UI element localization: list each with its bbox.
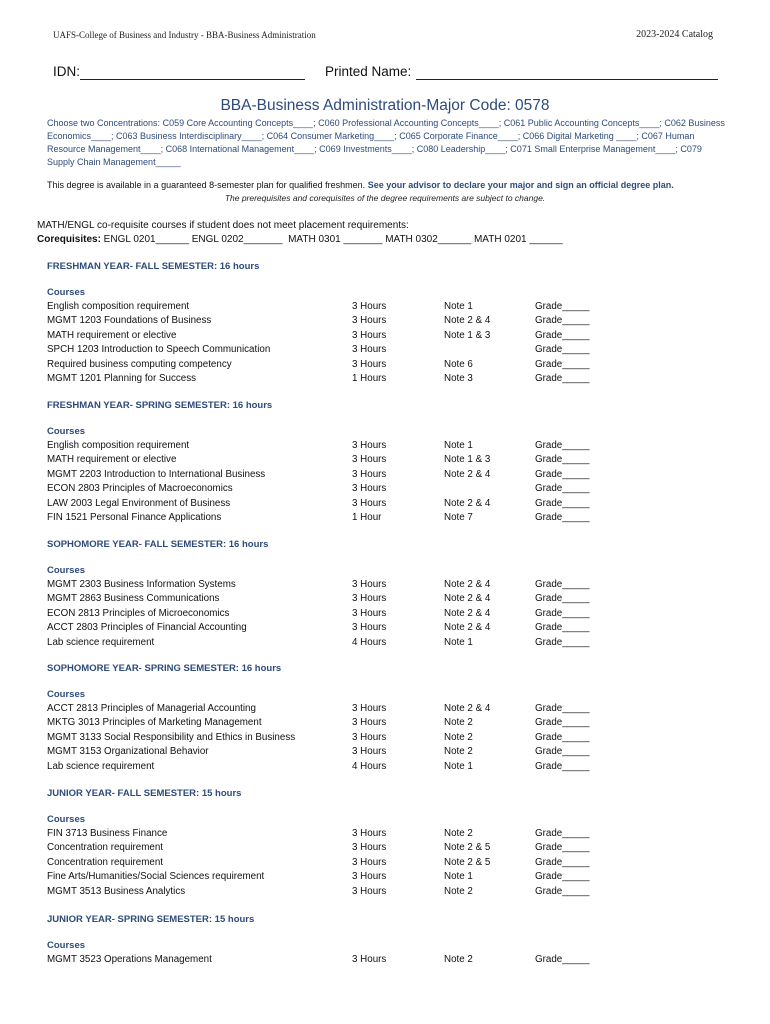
course-hours: 4 Hours <box>352 636 387 648</box>
course-hours: 3 Hours <box>352 454 387 466</box>
course-name: ACCT 2803 Principles of Financial Accounting <box>47 622 247 634</box>
course-name: English composition requirement <box>47 440 190 451</box>
course-note: Note 1 <box>444 760 473 772</box>
course-name: MGMT 1203 Foundations of Business <box>47 315 212 327</box>
course-grade[interactable]: Grade_____ <box>535 636 590 648</box>
course-grade[interactable]: Grade_____ <box>535 703 590 714</box>
header-catalog-year: 2023-2024 Catalog <box>636 29 713 40</box>
semester-title: JUNIOR YEAR- SPRING SEMESTER: 15 hours <box>47 914 255 925</box>
course-note: Note 2 <box>444 746 473 758</box>
course-row <box>47 512 727 526</box>
course-hours: 3 Hours <box>352 856 387 868</box>
course-hours: 3 Hours <box>352 344 387 356</box>
course-grade[interactable]: Grade_____ <box>535 760 590 772</box>
course-hours: 3 Hours <box>352 301 387 312</box>
course-name: Concentration requirement <box>47 842 163 854</box>
course-note: Note 7 <box>444 512 473 523</box>
course-name: MATH requirement or elective <box>47 454 177 466</box>
course-hours: 3 Hours <box>352 622 387 634</box>
semester-title: JUNIOR YEAR- FALL SEMESTER: 15 hours <box>47 788 242 799</box>
courses-label: Courses <box>47 287 86 298</box>
course-grade[interactable]: Grade_____ <box>535 731 590 743</box>
concentrations-text: Choose two Concentrations: C059 Core Accounting Concepts____; C060 Professional Accounting Concepts____; C061 Public Accounting Concepts____; C062 Business Economics____; C063 Business Interdisciplinary____; C064 Consumer Marketing____; C065 Corporate Finance____; C066 Digital Marketing ____; C067 Human Resource Management____; C068 International Management____; C069 Investments____; C080 Leadership____; C071 Small Enterprise Management____; C079 Supply Chain Management_____ <box>47 118 725 167</box>
page-title: BBA-Business Administration-Major Code: 0578 <box>220 97 550 114</box>
course-hours: 3 Hours <box>352 579 387 590</box>
semester-title: SOPHOMORE YEAR- SPRING SEMESTER: 16 hours <box>47 663 282 674</box>
courses-label: Courses <box>47 426 86 437</box>
course-hours: 3 Hours <box>352 358 387 370</box>
printed-name-field[interactable] <box>416 79 718 80</box>
course-row <box>47 886 727 900</box>
course-note: Note 1 <box>444 440 473 451</box>
course-name: MATH requirement or elective <box>47 329 177 341</box>
courses-label: Courses <box>47 814 86 825</box>
course-note: Note 2 & 5 <box>444 842 491 854</box>
prereq-note: The prerequisites and corequisites of the degree requirements are subject to change. <box>224 193 546 203</box>
course-name: English composition requirement <box>47 301 190 312</box>
course-row <box>47 593 727 607</box>
course-name: FIN 1521 Personal Finance Applications <box>47 512 222 523</box>
course-note: Note 6 <box>444 358 473 370</box>
course-hours: 3 Hours <box>352 483 387 495</box>
course-row <box>47 732 727 746</box>
course-name: ECON 2813 Principles of Microeconomics <box>47 607 230 619</box>
course-name: Concentration requirement <box>47 856 163 868</box>
semester-title: SOPHOMORE YEAR- FALL SEMESTER: 16 hours <box>47 539 269 550</box>
course-note: Note 2 & 4 <box>444 622 491 634</box>
course-name: MGMT 3523 Operations Management <box>47 954 212 965</box>
course-name: SPCH 1203 Introduction to Speech Communication <box>47 344 271 356</box>
course-grade[interactable]: Grade_____ <box>535 885 590 897</box>
course-name: MGMT 2203 Introduction to International Business <box>47 468 266 480</box>
course-grade[interactable]: Grade_____ <box>535 607 590 619</box>
course-hours: 3 Hours <box>352 954 387 965</box>
course-row <box>47 608 727 622</box>
course-grade[interactable]: Grade_____ <box>535 622 590 634</box>
course-row <box>47 315 727 329</box>
course-note: Note 2 <box>444 954 473 965</box>
course-grade[interactable]: Grade_____ <box>535 828 590 839</box>
course-hours: 3 Hours <box>352 607 387 619</box>
course-note: Note 2 <box>444 828 473 839</box>
course-grade[interactable]: Grade_____ <box>535 373 590 384</box>
course-grade[interactable]: Grade_____ <box>535 871 590 883</box>
course-grade[interactable]: Grade_____ <box>535 358 590 370</box>
course-note: Note 1 <box>444 636 473 648</box>
course-hours: 3 Hours <box>352 828 387 839</box>
course-name: MGMT 3513 Business Analytics <box>47 885 186 897</box>
course-row <box>47 871 727 885</box>
id-row <box>53 64 721 84</box>
course-hours: 3 Hours <box>352 731 387 743</box>
course-row <box>47 454 727 468</box>
course-grade[interactable]: Grade_____ <box>535 440 590 451</box>
course-name: MGMT 2303 Business Information Systems <box>47 579 236 590</box>
course-grade[interactable]: Grade_____ <box>535 593 590 605</box>
course-note: Note 2 & 4 <box>444 703 491 714</box>
course-hours: 3 Hours <box>352 885 387 897</box>
course-note: Note 1 & 3 <box>444 454 491 466</box>
course-grade[interactable]: Grade_____ <box>535 468 590 480</box>
course-name: Lab science requirement <box>47 760 155 772</box>
course-row <box>47 954 727 968</box>
course-row <box>47 579 727 593</box>
course-name: MGMT 3133 Social Responsibility and Ethics in Business <box>47 731 296 743</box>
coreq-line <box>37 234 563 245</box>
course-row <box>47 637 727 651</box>
course-note: Note 1 <box>444 301 473 312</box>
course-row <box>47 483 727 497</box>
course-name: FIN 3713 Business Finance <box>47 828 168 839</box>
course-grade[interactable]: Grade_____ <box>535 512 590 523</box>
course-note: Note 2 <box>444 717 473 729</box>
course-note: Note 1 & 3 <box>444 329 491 341</box>
course-row <box>47 330 727 344</box>
course-note: Note 2 & 4 <box>444 315 491 327</box>
course-row <box>47 440 727 454</box>
course-row <box>47 857 727 871</box>
course-note: Note 2 & 4 <box>444 468 491 480</box>
course-name: ACCT 2813 Principles of Managerial Accounting <box>47 703 256 714</box>
course-name: MKTG 3013 Principles of Marketing Management <box>47 717 262 729</box>
course-name: Required business computing competency <box>47 358 232 370</box>
course-note: Note 2 & 5 <box>444 856 491 868</box>
course-hours: 3 Hours <box>352 497 387 509</box>
course-hours: 3 Hours <box>352 315 387 327</box>
course-grade[interactable]: Grade_____ <box>535 497 590 509</box>
course-note: Note 2 & 4 <box>444 579 491 590</box>
course-note: Note 2 & 4 <box>444 497 491 509</box>
course-hours: 1 Hours <box>352 373 387 384</box>
course-grade[interactable]: Grade_____ <box>535 746 590 758</box>
advisor-note: See your advisor to declare your major and sign an official degree plan. <box>367 180 674 190</box>
course-name: MGMT 1201 Planning for Success <box>47 373 197 384</box>
course-grade[interactable]: Grade_____ <box>535 856 590 868</box>
course-grade[interactable]: Grade_____ <box>535 329 590 341</box>
course-row <box>47 469 727 483</box>
course-row <box>47 828 727 842</box>
course-grade[interactable]: Grade_____ <box>535 842 590 854</box>
course-hours: 3 Hours <box>352 842 387 854</box>
course-hours: 1 Hour <box>352 512 382 523</box>
course-row <box>47 842 727 856</box>
course-hours: 3 Hours <box>352 440 387 451</box>
course-grade[interactable]: Grade_____ <box>535 954 590 965</box>
availability-text: This degree is available in a guaranteed 8-semester plan for qualified freshmen. <box>47 180 366 190</box>
courses-label: Courses <box>47 565 86 576</box>
course-grade[interactable]: Grade_____ <box>535 315 590 327</box>
coreq-label: Corequisites: <box>37 234 101 245</box>
course-name: MGMT 2863 Business Communications <box>47 593 220 605</box>
course-hours: 3 Hours <box>352 746 387 758</box>
courses-label: Courses <box>47 940 86 951</box>
semester-title: FRESHMAN YEAR- FALL SEMESTER: 16 hours <box>47 261 260 272</box>
course-name: MGMT 3153 Organizational Behavior <box>47 746 209 758</box>
course-row <box>47 703 727 717</box>
coreq-text: ENGL 0201______ ENGL 0202_______ MATH 0301 _______ MATH 0302______ MATH 0201 ______ <box>100 234 563 245</box>
course-grade[interactable]: Grade_____ <box>535 454 590 466</box>
course-name: Fine Arts/Humanities/Social Sciences requirement <box>47 871 265 883</box>
idn-label: IDN: <box>53 64 80 79</box>
availability-note <box>47 180 727 190</box>
course-hours: 3 Hours <box>352 871 387 883</box>
course-row <box>47 498 727 512</box>
course-hours: 3 Hours <box>352 703 387 714</box>
course-row <box>47 761 727 775</box>
course-row <box>47 746 727 760</box>
course-hours: 4 Hours <box>352 760 387 772</box>
course-note: Note 2 & 4 <box>444 593 491 605</box>
coreq-note: MATH/ENGL co-requisite courses if student does not meet placement requirements: <box>37 220 409 231</box>
idn-field[interactable] <box>80 79 305 80</box>
course-grade[interactable]: Grade_____ <box>535 344 590 356</box>
course-row <box>47 301 727 315</box>
course-grade[interactable]: Grade_____ <box>535 301 590 312</box>
course-grade[interactable]: Grade_____ <box>535 483 590 495</box>
course-note: Note 2 <box>444 885 473 897</box>
course-note: Note 3 <box>444 373 473 384</box>
course-note: Note 1 <box>444 871 473 883</box>
course-row <box>47 344 727 358</box>
courses-label: Courses <box>47 689 86 700</box>
course-grade[interactable]: Grade_____ <box>535 579 590 590</box>
printed-name-label: Printed Name: <box>325 64 412 79</box>
course-name: ECON 2803 Principles of Macroeconomics <box>47 483 233 495</box>
course-hours: 3 Hours <box>352 468 387 480</box>
course-grade[interactable]: Grade_____ <box>535 717 590 729</box>
course-row <box>47 717 727 731</box>
course-hours: 3 Hours <box>352 593 387 605</box>
course-note: Note 2 & 4 <box>444 607 491 619</box>
course-name: Lab science requirement <box>47 636 155 648</box>
semester-title: FRESHMAN YEAR- SPRING SEMESTER: 16 hours <box>47 400 273 411</box>
course-note: Note 2 <box>444 731 473 743</box>
course-row <box>47 359 727 373</box>
header-program: UAFS-College of Business and Industry - BBA-Business Administration <box>53 30 316 40</box>
course-hours: 3 Hours <box>352 717 387 729</box>
course-name: LAW 2003 Legal Environment of Business <box>47 497 231 509</box>
course-hours: 3 Hours <box>352 329 387 341</box>
course-row <box>47 373 727 387</box>
course-row <box>47 622 727 636</box>
